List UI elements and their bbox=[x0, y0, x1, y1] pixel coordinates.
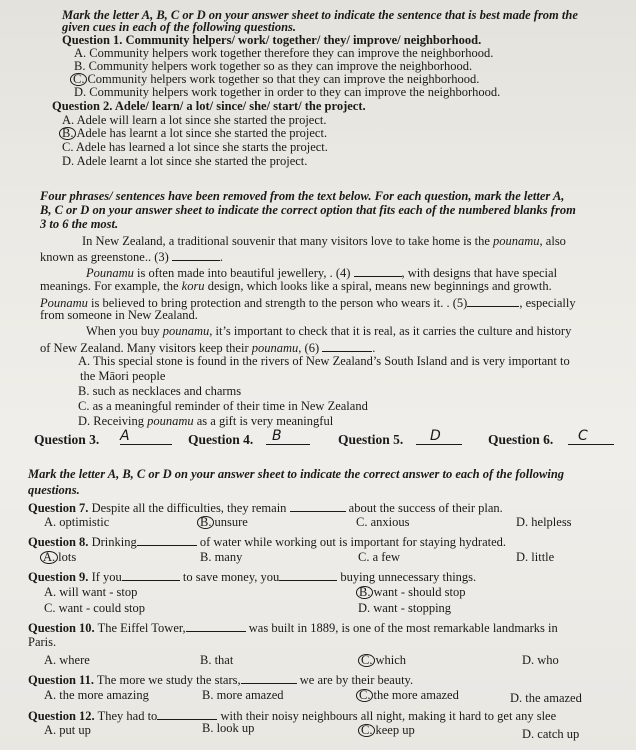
q10-stem bbox=[28, 620, 558, 635]
q1-option-a: A. Community helpers work together therefore they can improve the neighborhood. bbox=[74, 46, 494, 60]
stem-text: with their noisy neighbours all night, making it hard to get any slee bbox=[220, 709, 557, 723]
q12-option-d: D. catch up bbox=[522, 727, 580, 741]
q12-option-b: B. look up bbox=[202, 721, 255, 735]
q11-option-b: B. more amazed bbox=[202, 688, 284, 702]
answer-circle: B. bbox=[197, 516, 214, 529]
q8-option-a bbox=[40, 551, 76, 564]
q1-option-d: D. Community helpers work together in order to they can improve the neighborhood. bbox=[74, 85, 501, 99]
q2-option-c: C. Adele has learned a lot since she starts the project. bbox=[62, 140, 328, 154]
q7-stem bbox=[28, 500, 503, 515]
answer-circle: C. bbox=[358, 654, 375, 667]
question-label: Question 7. bbox=[28, 501, 89, 515]
passage-line7 bbox=[86, 325, 571, 338]
answer-q3-label: Question 3. bbox=[34, 432, 100, 447]
q12-stem bbox=[28, 708, 556, 723]
q10-option-a: A. where bbox=[44, 653, 90, 667]
stem-text: Despite all the difficulties, they remain bbox=[91, 501, 287, 515]
question-label: Question 8. bbox=[28, 535, 89, 549]
q8-option-d: D. little bbox=[516, 550, 555, 564]
q10-option-b: B. that bbox=[200, 653, 234, 667]
question-label: Question 12. bbox=[28, 709, 95, 723]
q2-option-b bbox=[59, 127, 327, 140]
q11-stem bbox=[28, 672, 413, 687]
answer-circle: C. bbox=[356, 689, 373, 702]
q7-option-b bbox=[197, 516, 248, 529]
q11-option-c bbox=[356, 689, 459, 702]
answer-q6-line bbox=[568, 433, 614, 445]
q9-option-a: A. will want - stop bbox=[44, 585, 138, 599]
q9-option-d: D. want - stopping bbox=[358, 601, 452, 615]
passage-text: is believed to bring protection and strength to the person who wears it. . (5) bbox=[91, 296, 468, 310]
q7-option-c: C. anxious bbox=[356, 515, 410, 529]
passage-text: , it’s important to check that it is real, as it carries the culture and history bbox=[209, 324, 572, 338]
section2-instruction-line1: Four phrases/ sentences have been removed from the text below. For each question, mark the letter A, bbox=[40, 189, 565, 203]
answer-circle: A. bbox=[40, 551, 58, 564]
answer-q5-mark: D bbox=[430, 428, 441, 444]
option-text: keep up bbox=[375, 723, 415, 737]
passage-italic: Pounamu bbox=[86, 266, 134, 280]
question-label: Question 10. bbox=[28, 621, 95, 635]
q11-option-d: D. the amazed bbox=[510, 691, 582, 705]
q1-option-c-text: Community helpers work together so that they can improve the neighborhood. bbox=[87, 72, 480, 86]
passage-italic: pounamu bbox=[162, 324, 210, 338]
answer-circle: C. bbox=[358, 724, 375, 737]
passage-text: , (6) bbox=[298, 341, 320, 355]
q10-stem-cont: Paris. bbox=[28, 635, 57, 649]
passage-italic: pounamu bbox=[251, 341, 299, 355]
option-d bbox=[78, 415, 333, 428]
passage-text: design, which looks like a spiral, means new beginnings and growth. bbox=[207, 279, 552, 293]
stem-text: The more we study the stars, bbox=[96, 673, 241, 687]
passage-text: . bbox=[372, 341, 376, 355]
section2-instruction-line3: 3 to 6 the most. bbox=[40, 217, 119, 231]
passage-line3 bbox=[86, 265, 557, 280]
option-text: which bbox=[375, 653, 407, 667]
q2-option-a: A. Adele will learn a lot since she started the project. bbox=[62, 113, 327, 127]
q2-prompt: Question 2. Adele/ learn/ a lot/ since/ she/ start/ the project. bbox=[52, 99, 366, 113]
q2-option-d: D. Adele learnt a lot since she started the project. bbox=[62, 154, 308, 168]
q11-option-a: A. the more amazing bbox=[44, 688, 149, 702]
answer-circle: B. bbox=[59, 127, 76, 140]
answer-q4-mark: B bbox=[272, 428, 282, 444]
stem-text: Drinking bbox=[91, 535, 137, 549]
section3-instruction-line1: Mark the letter A, B, C or D on your answer sheet to indicate the correct answer to each of the following bbox=[28, 467, 565, 481]
q7-option-a: A. optimistic bbox=[44, 515, 110, 529]
q9-blank-2 bbox=[279, 569, 337, 581]
q12-option-a: A. put up bbox=[44, 723, 91, 737]
passage-text: In New Zealand, a traditional souvenir that many visitors love to take home is the bbox=[82, 234, 490, 248]
answer-circle: B. bbox=[356, 586, 373, 599]
section1-instruction-line2: given cues in each of the following questions. bbox=[62, 20, 297, 34]
passage-italic: koru bbox=[181, 279, 205, 293]
passage-italic: pounamu bbox=[147, 414, 194, 428]
passage-text: , especially bbox=[519, 296, 576, 310]
passage-line4 bbox=[40, 280, 552, 293]
blank-3 bbox=[172, 249, 220, 261]
section2-instruction-line2: B, C or D on your answer sheet to indicate the correct option that fits each of the numbered blanks from bbox=[40, 203, 576, 217]
q7-blank bbox=[290, 500, 346, 512]
passage-line2 bbox=[40, 249, 223, 264]
q1-prompt: Question 1. Community helpers/ work/ together/ they/ improve/ neighborhood. bbox=[62, 33, 482, 47]
passage-text: , with designs that have special bbox=[401, 266, 558, 280]
blank-6 bbox=[322, 340, 372, 352]
option-text: lots bbox=[58, 550, 77, 564]
option-text: want - should stop bbox=[373, 585, 466, 599]
passage-line6: from someone in New Zealand. bbox=[40, 308, 198, 322]
stem-text: The Eiffel Tower, bbox=[97, 621, 186, 635]
passage-text: of New Zealand. Many visitors keep their bbox=[40, 341, 249, 355]
q11-blank bbox=[241, 672, 297, 684]
stem-text: of water while working out is important for staying hydrated. bbox=[199, 535, 507, 549]
q10-blank bbox=[186, 620, 246, 632]
q9-blank-1 bbox=[122, 569, 180, 581]
answer-q5-label: Question 5. bbox=[338, 432, 404, 447]
answer-q6-mark: C bbox=[578, 428, 588, 444]
option-a-line1: A. This special stone is found in the rivers of New Zealand’s South Island and is very important to bbox=[78, 354, 570, 368]
q8-option-b: B. many bbox=[200, 550, 243, 564]
passage-italic: Pounamu bbox=[40, 296, 88, 310]
q9-option-b bbox=[356, 586, 465, 599]
passage-text: When you buy bbox=[86, 324, 160, 338]
stem-text: we are by their beauty. bbox=[299, 673, 414, 687]
option-c: C. as a meaningful reminder of their time in New Zealand bbox=[78, 399, 368, 413]
blank-label: . (3) bbox=[147, 250, 169, 264]
q8-option-c: C. a few bbox=[358, 550, 400, 564]
passage-text: as a gift is very meaningful bbox=[196, 414, 334, 428]
option-b: B. such as necklaces and charms bbox=[78, 384, 242, 398]
stem-text: about the success of their plan. bbox=[348, 501, 503, 515]
answer-q6-label: Question 6. bbox=[488, 432, 554, 447]
passage-text: known as greenstone. bbox=[40, 250, 148, 264]
passage-text: D. Receiving bbox=[78, 414, 144, 428]
passage-text: . bbox=[219, 250, 224, 264]
passage-text: , also bbox=[539, 234, 566, 248]
q9-option-c: C. want - could stop bbox=[44, 601, 146, 615]
passage-text: is often made into beautiful jewellery, . (4) bbox=[137, 266, 351, 280]
passage-line8 bbox=[40, 340, 375, 355]
section3-instruction-line2: questions. bbox=[28, 483, 80, 497]
q9-stem bbox=[28, 569, 476, 584]
option-text: unsure bbox=[214, 515, 248, 529]
section1-instruction-line1: Mark the letter A, B, C or D on your answer sheet to indicate the sentence that is best made from the bbox=[62, 8, 578, 22]
stem-text: was built in 1889, is one of the most remarkable landmarks in bbox=[248, 621, 558, 635]
q12-blank bbox=[157, 708, 217, 720]
question-label: Question 9. bbox=[28, 570, 89, 584]
q10-option-d: D. who bbox=[522, 653, 559, 667]
q8-blank bbox=[137, 534, 197, 546]
q7-option-d: D. helpless bbox=[516, 515, 572, 529]
q8-stem bbox=[28, 534, 506, 549]
blank-4 bbox=[354, 265, 402, 277]
blank-5 bbox=[467, 295, 519, 307]
q10-option-c bbox=[358, 654, 406, 667]
stem-text: If you bbox=[91, 570, 122, 584]
stem-text: buying unnecessary things. bbox=[340, 570, 477, 584]
passage-line1 bbox=[82, 235, 566, 248]
answer-q3-mark: A bbox=[120, 428, 130, 444]
passage-text: meanings. For example, the bbox=[40, 279, 179, 293]
q2-option-b-text: Adele has learnt a lot since she started the project. bbox=[76, 126, 328, 140]
passage-italic: pounamu bbox=[493, 234, 540, 248]
answer-circle: C. bbox=[70, 73, 87, 86]
q12-option-c bbox=[358, 724, 415, 737]
question-label: Question 11. bbox=[28, 673, 94, 687]
stem-text: They had to bbox=[97, 709, 158, 723]
option-text: the more amazed bbox=[373, 688, 459, 702]
option-a-line2: the Māori people bbox=[80, 369, 166, 383]
stem-text: to save money, you bbox=[182, 570, 280, 584]
q1-option-b: B. Community helpers work together so as they can improve the neighborhood. bbox=[74, 59, 473, 73]
answer-q4-label: Question 4. bbox=[188, 432, 254, 447]
